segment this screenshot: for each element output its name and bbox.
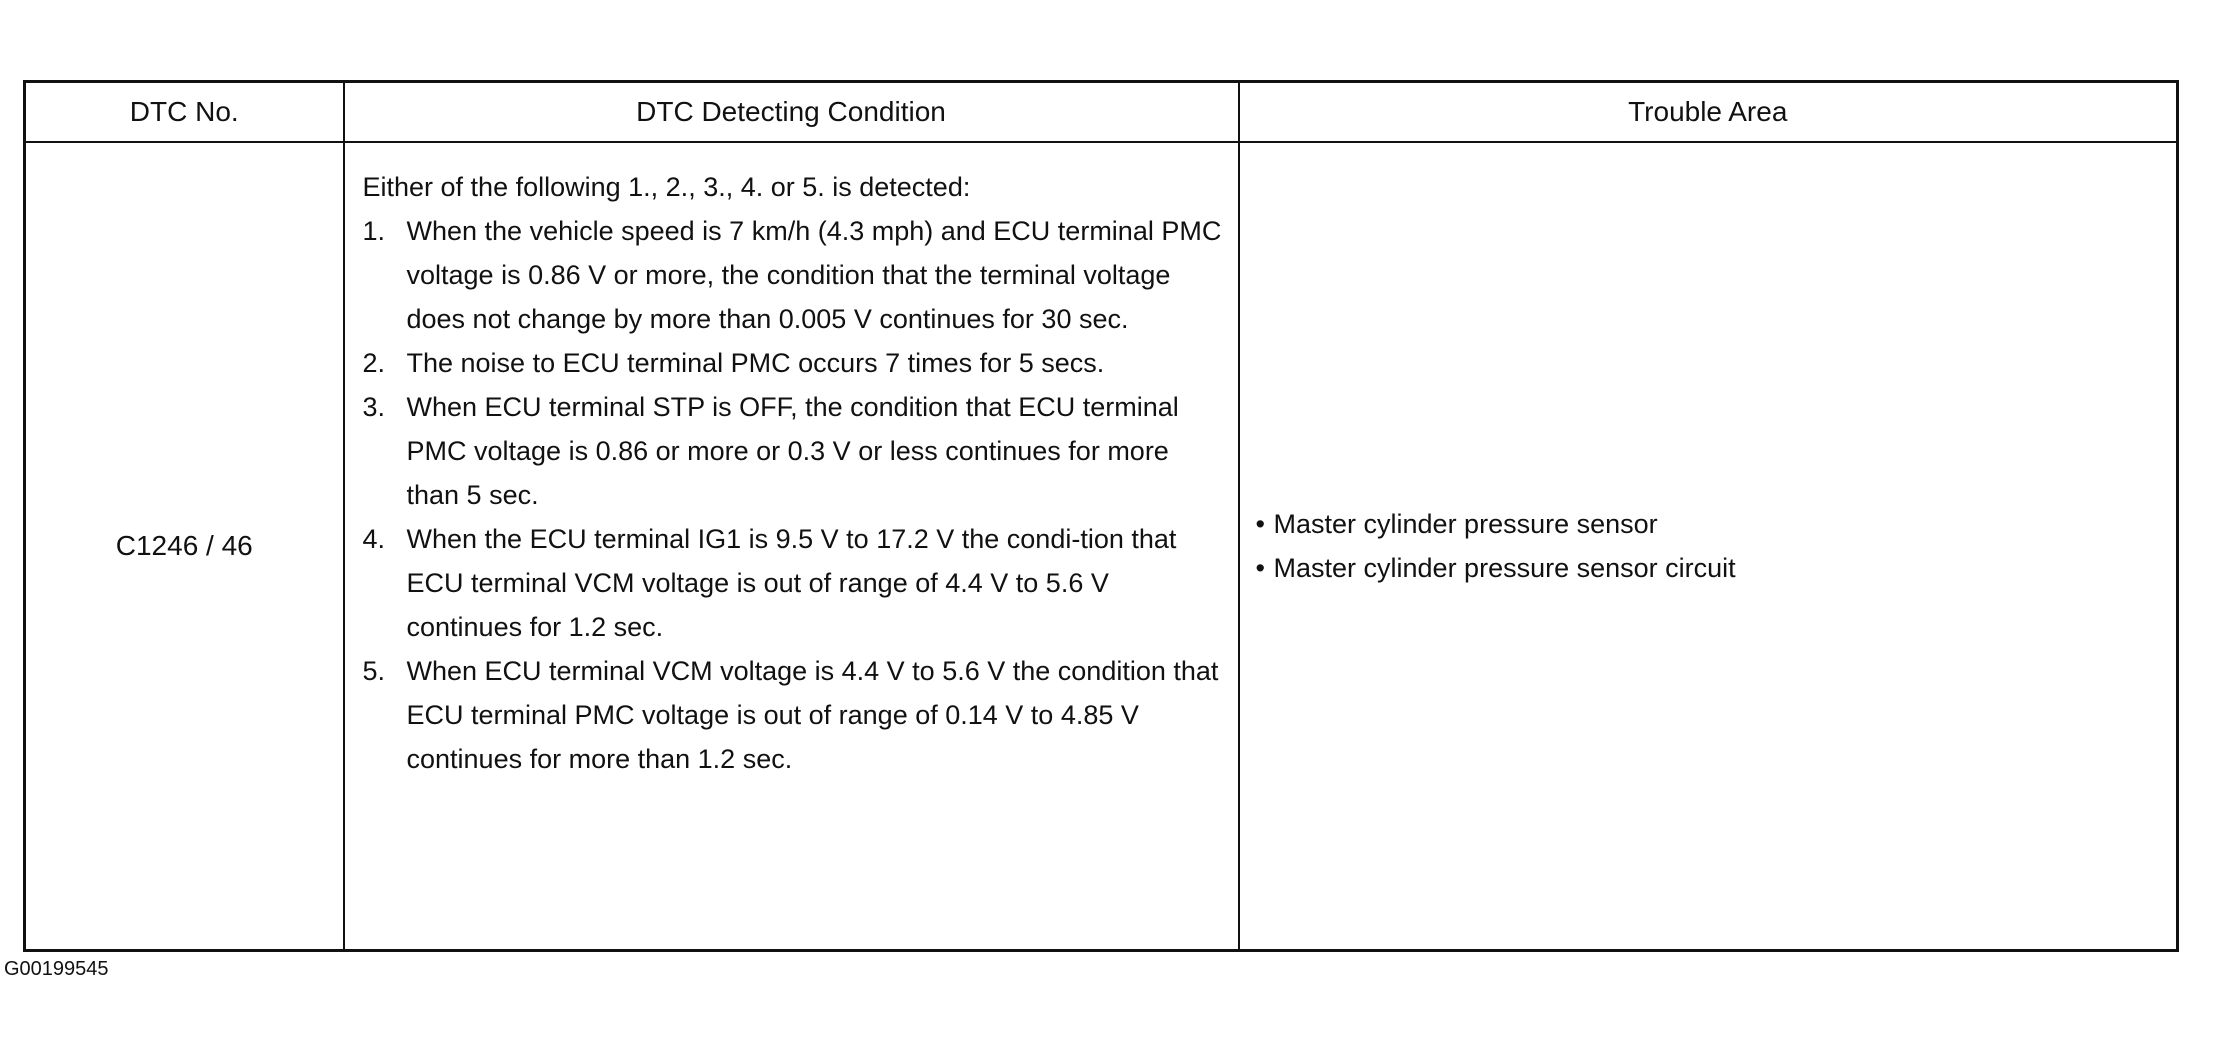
condition-item <box>363 517 1228 649</box>
condition-text: When ECU terminal STP is OFF, the condition that ECU terminal PMC voltage is 0.86 or more or 0.3 V or less continues for more than 5 sec. <box>406 392 1179 510</box>
header-detecting-condition: DTC Detecting Condition <box>344 82 1239 143</box>
trouble-area-text: Master cylinder pressure sensor <box>1273 509 1658 539</box>
condition-number: 5. <box>362 656 386 686</box>
condition-number: 1. <box>362 216 386 246</box>
condition-item <box>363 341 1228 385</box>
condition-list <box>363 209 1228 781</box>
header-row <box>25 82 2178 143</box>
figure-id: G00199545 <box>4 958 109 980</box>
trouble-area-list <box>1256 502 2177 590</box>
condition-text: When the vehicle speed is 7 km/h (4.3 mph) and ECU terminal PMC voltage is 0.86 V or more, the condition that the terminal voltage does not change by more than 0.005 V continues for 30 sec. <box>406 216 1222 334</box>
condition-item <box>363 649 1228 781</box>
condition-text: When ECU terminal VCM voltage is 4.4 V to 5.6 V the condition that ECU terminal PMC voltage is out of range of 0.14 V to 4.85 V continues for more than 1.2 sec. <box>406 656 1219 774</box>
condition-number: 2. <box>362 348 386 378</box>
trouble-area-item <box>1256 502 2177 546</box>
header-dtc-no: DTC No. <box>25 82 344 143</box>
condition-intro: Either of the following 1., 2., 3., 4. or 5. is detected: <box>362 172 971 202</box>
condition-item <box>363 209 1228 341</box>
condition-number: 4. <box>362 524 386 554</box>
dtc-table <box>23 80 2179 952</box>
trouble-area-text: Master cylinder pressure sensor circuit <box>1273 553 1736 583</box>
trouble-area-item <box>1256 546 2177 590</box>
condition-text: The noise to ECU terminal PMC occurs 7 times for 5 secs. <box>406 348 1105 378</box>
condition-text: When the ECU terminal IG1 is 9.5 V to 17.2 V the condi-tion that ECU terminal VCM voltage is out of range of 4.4 V to 5.6 V continues for 1.2 sec. <box>406 524 1177 642</box>
condition-item <box>363 385 1228 517</box>
condition-number: 3. <box>362 392 386 422</box>
header-trouble-area: Trouble Area <box>1239 82 2178 143</box>
dtc-code-cell: C1246 / 46 <box>25 142 344 951</box>
detecting-condition-cell <box>344 142 1239 951</box>
trouble-area-cell <box>1239 142 2178 951</box>
table-row <box>25 142 2178 951</box>
bullet-icon: • <box>1255 509 1265 539</box>
bullet-icon: • <box>1255 553 1265 583</box>
